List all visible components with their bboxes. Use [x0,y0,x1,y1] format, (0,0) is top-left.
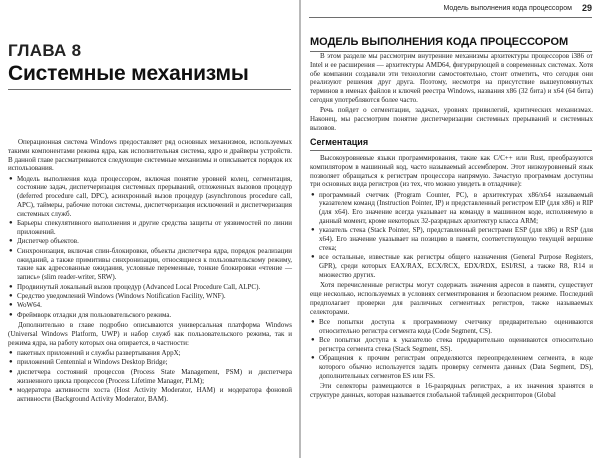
chapter-title: Системные механизмы [8,62,249,85]
bullet-icon: ● [311,227,315,234]
bullet-icon: ● [9,302,13,309]
list-item: ● Модель выполнения кода процессором, включая понятие уровней колец, сегментация, состояние задач, диспетчеризация системных прерываний, отложенных вызовов процедур (deferred procedure call, DPC), асинхронный вызов процедур (asynchronous procedure call, APC), таймеры, рабочие потоки системы, диспетчеризация исключений и диспетчеризация системных служб. [9,174,292,218]
bullet-icon: ● [311,319,315,326]
subsection-rule [310,150,592,151]
list-item: ● Барьеры спекулятивного выполнения и другие средства защиты от уязвимостей по линии приложений. [9,219,292,237]
bullet-icon: ● [9,368,13,375]
bullet-icon: ● [9,175,13,182]
bullet-icon: ● [311,355,315,362]
segment-checks-list [310,318,593,381]
bullet-icon: ● [311,191,315,198]
bullet-icon: ● [9,386,13,393]
paragraph: Высокоуровневые языки программирования, такие как C/C++ или Rust, преобразуются компилятором в машинный код, часто называемый ассемблером. Этот низкоуровневый язык позволяет обращаться к регистрам процессора напрямую. Зачастую программам доступны три основных вида регистров (из тех, что можно увидеть в отладчике): [310,154,593,189]
bullet-icon: ● [9,359,13,366]
page-number: 29 [581,3,592,13]
paragraph: Эти селекторы размещаются в 16-разрядных регистрах, а их значения хранятся в структуре данных, которая называется глобальной таблицей дескрипторов (Global [310,382,593,400]
bullet-icon: ● [9,238,13,245]
list-item: ● указатель стека (Stack Pointer, SP), представленный регистрами ESP (для x86) и RSP (для x64). Его значение указывает на позицию в памяти, соответствующую текущей вершине стека; [311,226,593,253]
list-item: ● Обращения к прочим регистрам определяются переопределением сегмента, в коде которого обычно используется задать проверку сегмента данных (Data Segment, DS), дополнительных сегментов ES или FS. [311,354,593,380]
bullet-icon: ● [311,337,315,344]
list-item: ● Продвинутый локальный вызов процедур (Advanced Local Procedure Call, ALPC). [9,282,261,291]
subsection-heading: Сегментация [310,137,369,147]
bullet-icon: ● [311,254,315,261]
uwp-services-list [8,349,292,404]
left-page [0,0,299,458]
list-item: ● Все попытки доступа к указателю стека предварительно оцениваются относительно регистра сегмента стека (Stack Segment, SS). [311,336,593,354]
intro-paragraph: Операционная система Windows предоставляет ряд основных механизмов, используемых такими компонентами режима ядра, как исполнительная система, ядро и драйверы устройств. В данной главе рассматриваются следующие системные механизмы и описывается порядок их использования. [8,138,292,173]
right-body-bottom [310,154,593,401]
list-item: ● пакетных приложений и службы развертывания AppX; [9,348,181,357]
section-heading: МОДЕЛЬ ВЫПОЛНЕНИЯ КОДА ПРОЦЕССОРОМ [310,36,569,48]
list-item: ● Синхронизация, включая спин-блокировки, объекты диспетчера ядра, порядок реализации ожиданий, а также примитивы синхронизации, относящиеся к пользовательскому режиму, такие как адресованные ожидания, условные переменные, тонкие блокировки «чтение — запись» (slim reader-writer, SRW). [9,246,292,282]
list-item: ● программный счетчик (Program Counter, PC), в архитектурах x86/x64 называемый указателем команд (Instruction Pointer, IP) и представленный регистром EIP (для x86) и RIP (для x64). Его значение всегда указывает на команду в машинном коде, исполняемую в данный момент, кроме некоторых 32-разрядных архитектур класса ARM; [311,190,593,226]
chapter-rule [8,89,291,90]
bullet-icon: ● [9,220,13,227]
paragraph: В этом разделе мы рассмотрим внутренние механизмы архитектуры процессоров i386 от Intel и ее расширения — архитектуры AMD64, фигурирующей в современных системах. Хотя обе компании создавали эти технологии самостоятельно, стоит отметить, что сегодня они реализуют решения друг друга. Поэтому, несмотря на присутствие вышеупомянутых терминов в именах файлов и ключей реестра Windows, названия x86 (32 бита) и x64 (64 бита) сегодня употребляются более часто. [310,52,593,104]
registers-list [310,191,593,280]
list-item: ● Фреймворк отладки для пользовательского режима. [9,310,172,319]
left-body [8,138,292,405]
list-item: ● все остальные, известные как регистры общего назначения (General Purpose Registers, GPR), среди которых EAX/RAX, ECX/RCX, EDX/RDX, ESI/RSI, а также R8, R14 и множество других. [311,253,593,280]
list-item: ● WoW64. [9,301,42,310]
paragraph: Речь пойдет о сегментации, задачах, уровнях привилегий, критических механизмах. Наконец, мы рассмотрим понятие диспетчеризации системных прерываний и системных вызовов. [310,106,593,132]
bullet-icon: ● [9,247,13,254]
running-title: Модель выполнения кода процессором [443,5,572,12]
bullet-icon: ● [9,293,13,300]
list-item: ● Все попытки доступа к программному счетчику предварительно оцениваются относительно регистра сегмента кода (Code Segment, CS). [311,318,593,335]
bullet-icon: ● [9,349,13,356]
chapter-label: ГЛАВА 8 [8,41,82,60]
list-item: ● приложений Centennial и Windows Desktop Bridge; [9,358,168,367]
header-rule [309,17,592,18]
list-item: ● Диспетчер объектов. [9,237,79,246]
uwp-paragraph: Дополнительно в главе подробно описываются универсальная платформа Windows (Universal Windows Platform, UWP) и набор служб как пользовательского режима, так и режима ядра, на работу которых она опирается, в частности: [8,321,292,347]
right-page [301,0,600,458]
list-item: ● модератора активности хоста (Host Activity Moderator, HAM) и модератора фоновой активности (Background Activity Moderator, BAM). [9,385,292,403]
bullet-icon: ● [9,311,13,318]
mechanisms-list [8,175,292,320]
bullet-icon: ● [9,283,13,290]
right-body-top [310,52,593,134]
list-item: ● Средство уведомлений Windows (Windows Notification Facility, WNF). [9,292,226,301]
running-header [301,0,600,18]
paragraph: Хотя перечисленные регистры могут содержать значения адресов в памяти, существует еще несколько, используемых в условиях сегментирования и безопасном режиме. Последний предполагает проверки для различных сегментных регистров, также называемых селекторами. [310,281,593,316]
list-item: ● диспетчера состояний процессов (Process State Management, PSM) и диспетчера жизненного цикла процессов (Process Lifetime Manager, PLM); [9,367,292,385]
